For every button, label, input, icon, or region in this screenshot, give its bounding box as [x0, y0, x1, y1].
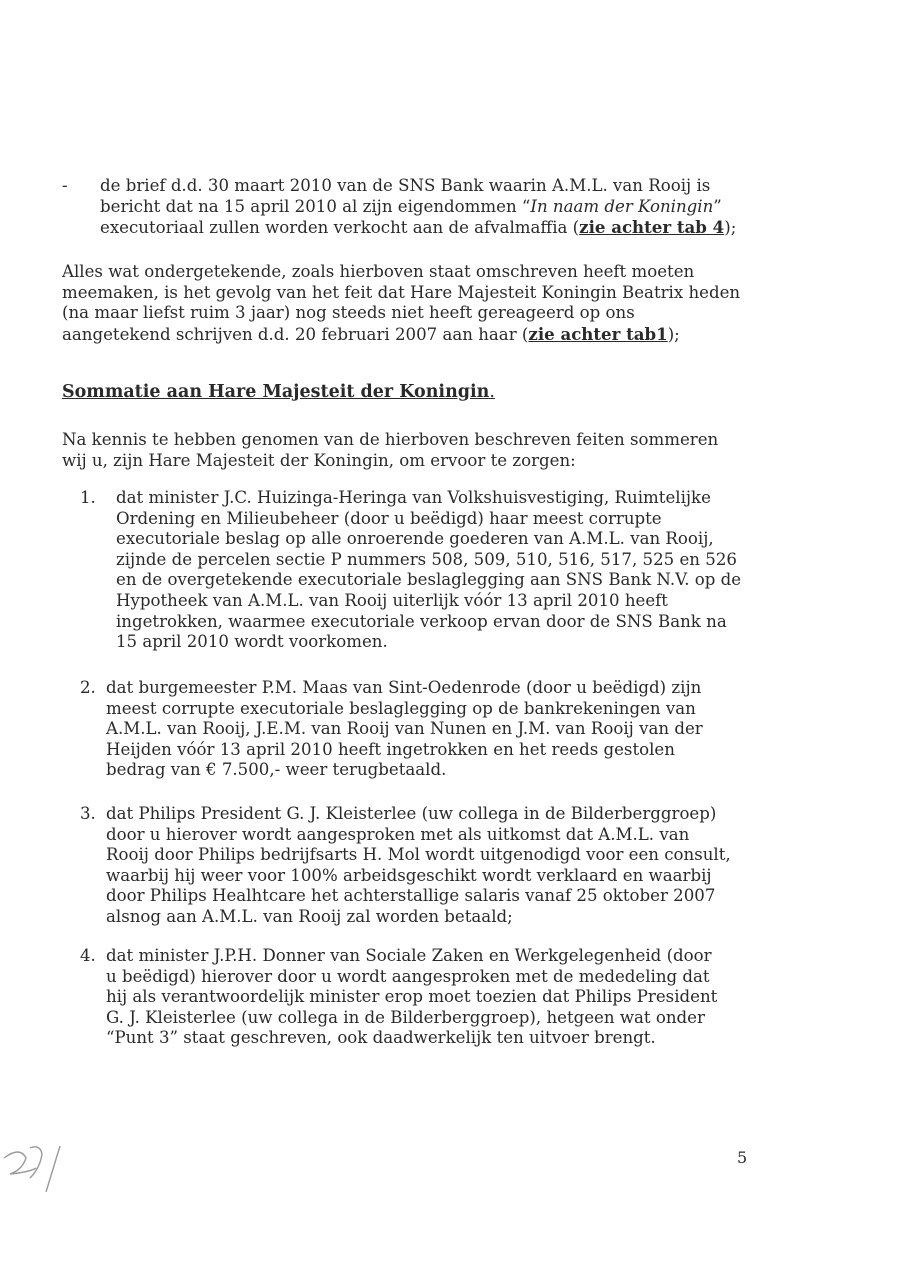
- paragraph-line: Alles wat ondergetekende, zoals hierboven staat omschreven heeft moeten: [62, 262, 695, 281]
- item-line: en de overgetekende executoriale beslaglegging aan SNS Bank N.V. op de: [116, 570, 742, 590]
- intro-paragraph: [62, 430, 782, 471]
- item-line: hij als verantwoordelijk minister erop moet toezien dat Philips President: [106, 987, 718, 1007]
- item-line: executoriale beslag op alle onroerende goederen van A.M.L. van Rooij,: [116, 529, 714, 549]
- heading-text: Sommatie aan Hare Majesteit der Koningin: [62, 382, 490, 402]
- paragraph-line: (na maar liefst ruim 3 jaar) nog steeds niet heeft gereageerd op ons: [62, 303, 635, 323]
- handwritten-initials: [0, 1128, 80, 1198]
- initials-slash: [46, 1146, 60, 1192]
- bullet-text: [100, 176, 780, 239]
- item-body: [106, 678, 771, 781]
- item-line: alsnog aan A.M.L. van Rooij zal worden betaald;: [106, 906, 513, 926]
- tab-reference: zie achter tab1: [528, 323, 668, 344]
- item-line: dat Philips President G. J. Kleisterlee (uw collega in de Bilderberggroep): [106, 804, 717, 823]
- paragraph-line: [62, 324, 792, 346]
- intro-line: Na kennis te hebben genomen van de hierboven beschreven feiten sommeren: [62, 430, 719, 449]
- item-line: Rooij door Philips bedrijfsarts H. Mol wordt uitgenodigd voor een consult,: [106, 845, 731, 865]
- paragraph-line-start: aangetekend schrijven d.d. 20 februari 2007 aan haar (: [62, 324, 529, 344]
- item-body: [106, 946, 771, 1049]
- bullet-line-start: executoriaal zullen worden verkocht aan de afvalmaffia (: [100, 218, 580, 238]
- paragraph-line: meemaken, is het gevolg van het feit dat Hare Majesteit Koningin Beatrix heden: [62, 282, 741, 302]
- item-line: “Punt 3” staat geschreven, ook daadwerkelijk ten uitvoer brengt.: [106, 1028, 656, 1048]
- item-line: dat burgemeester P.M. Maas van Sint-Oedenrode (door u beëdigd) zijn: [106, 678, 702, 697]
- initials-stroke: [30, 1147, 42, 1178]
- item-number: 1.: [80, 488, 96, 507]
- item-body: [106, 804, 771, 928]
- item-line: bedrag van € 7.500,- weer terugbetaald.: [106, 760, 447, 780]
- item-line: zijnde de percelen sectie P nummers 508, 509, 510, 516, 517, 525 en 526: [116, 549, 737, 569]
- bullet-line: [100, 217, 780, 239]
- item-line: Heijden vóór 13 april 2010 heeft ingetrokken en het reeds gestolen: [106, 739, 675, 759]
- item-line: A.M.L. van Rooij, J.E.M. van Rooij van Nunen en J.M. van Rooij van der: [106, 719, 703, 739]
- summary-paragraph: [62, 262, 792, 345]
- item-line: door u hierover wordt aangesproken met als uitkomst dat A.M.L. van: [106, 824, 690, 844]
- bullet-line-end: ”: [713, 196, 722, 216]
- item-line: door Philips Healhtcare het achterstallige salaris vanaf 25 oktober 2007: [106, 886, 716, 906]
- item-line: meest corrupte executoriale beslaglegging op de bankrekeningen van: [106, 698, 696, 718]
- initials-stroke: [4, 1152, 36, 1174]
- italic-phrase: In naam der Koningin: [530, 196, 714, 216]
- intro-line: wij u, zijn Hare Majesteit der Koningin, om ervoor te zorgen:: [62, 450, 576, 470]
- item-line: waarbij hij weer voor 100% arbeidsgeschikt wordt verklaard en waarbij: [106, 865, 712, 885]
- section-heading: [62, 382, 495, 402]
- item-line: Ordening en Milieubeheer (door u beëdigd) haar meest corrupte: [116, 508, 662, 528]
- item-line: ingetrokken, waarmee executoriale verkoop ervan door de SNS Bank na: [116, 611, 727, 631]
- tab-reference: zie achter tab 4: [579, 217, 725, 238]
- item-line: Hypotheek van A.M.L. van Rooij uiterlijk vóór 13 april 2010 heeft: [116, 590, 668, 610]
- item-number: 3.: [80, 804, 96, 823]
- item-line: 15 april 2010 wordt voorkomen.: [116, 632, 388, 652]
- item-line: dat minister J.C. Huizinga-Heringa van Volkshuisvestiging, Ruimtelijke: [116, 488, 711, 507]
- paragraph-line-end: );: [667, 324, 680, 344]
- bullet-line-end: );: [724, 218, 737, 238]
- bullet-dash: -: [62, 176, 68, 195]
- page-number: 5: [737, 1148, 748, 1167]
- heading-trailing: .: [489, 382, 495, 402]
- item-number: 2.: [80, 678, 96, 697]
- item-line: G. J. Kleisterlee (uw collega in de Bilderberggroep), hetgeen wat onder: [106, 1007, 705, 1027]
- bullet-line-start: bericht dat na 15 april 2010 al zijn eigendommen “: [100, 196, 531, 216]
- bullet-line: de brief d.d. 30 maart 2010 van de SNS Bank waarin A.M.L. van Rooij is: [100, 176, 711, 195]
- item-number: 4.: [80, 946, 96, 965]
- item-body: [116, 488, 781, 653]
- item-line: dat minister J.P.H. Donner van Sociale Zaken en Werkgelegenheid (door: [106, 946, 712, 965]
- bullet-line: [100, 197, 780, 218]
- item-line: u beëdigd) hierover door u wordt aangesproken met de mededeling dat: [106, 966, 710, 986]
